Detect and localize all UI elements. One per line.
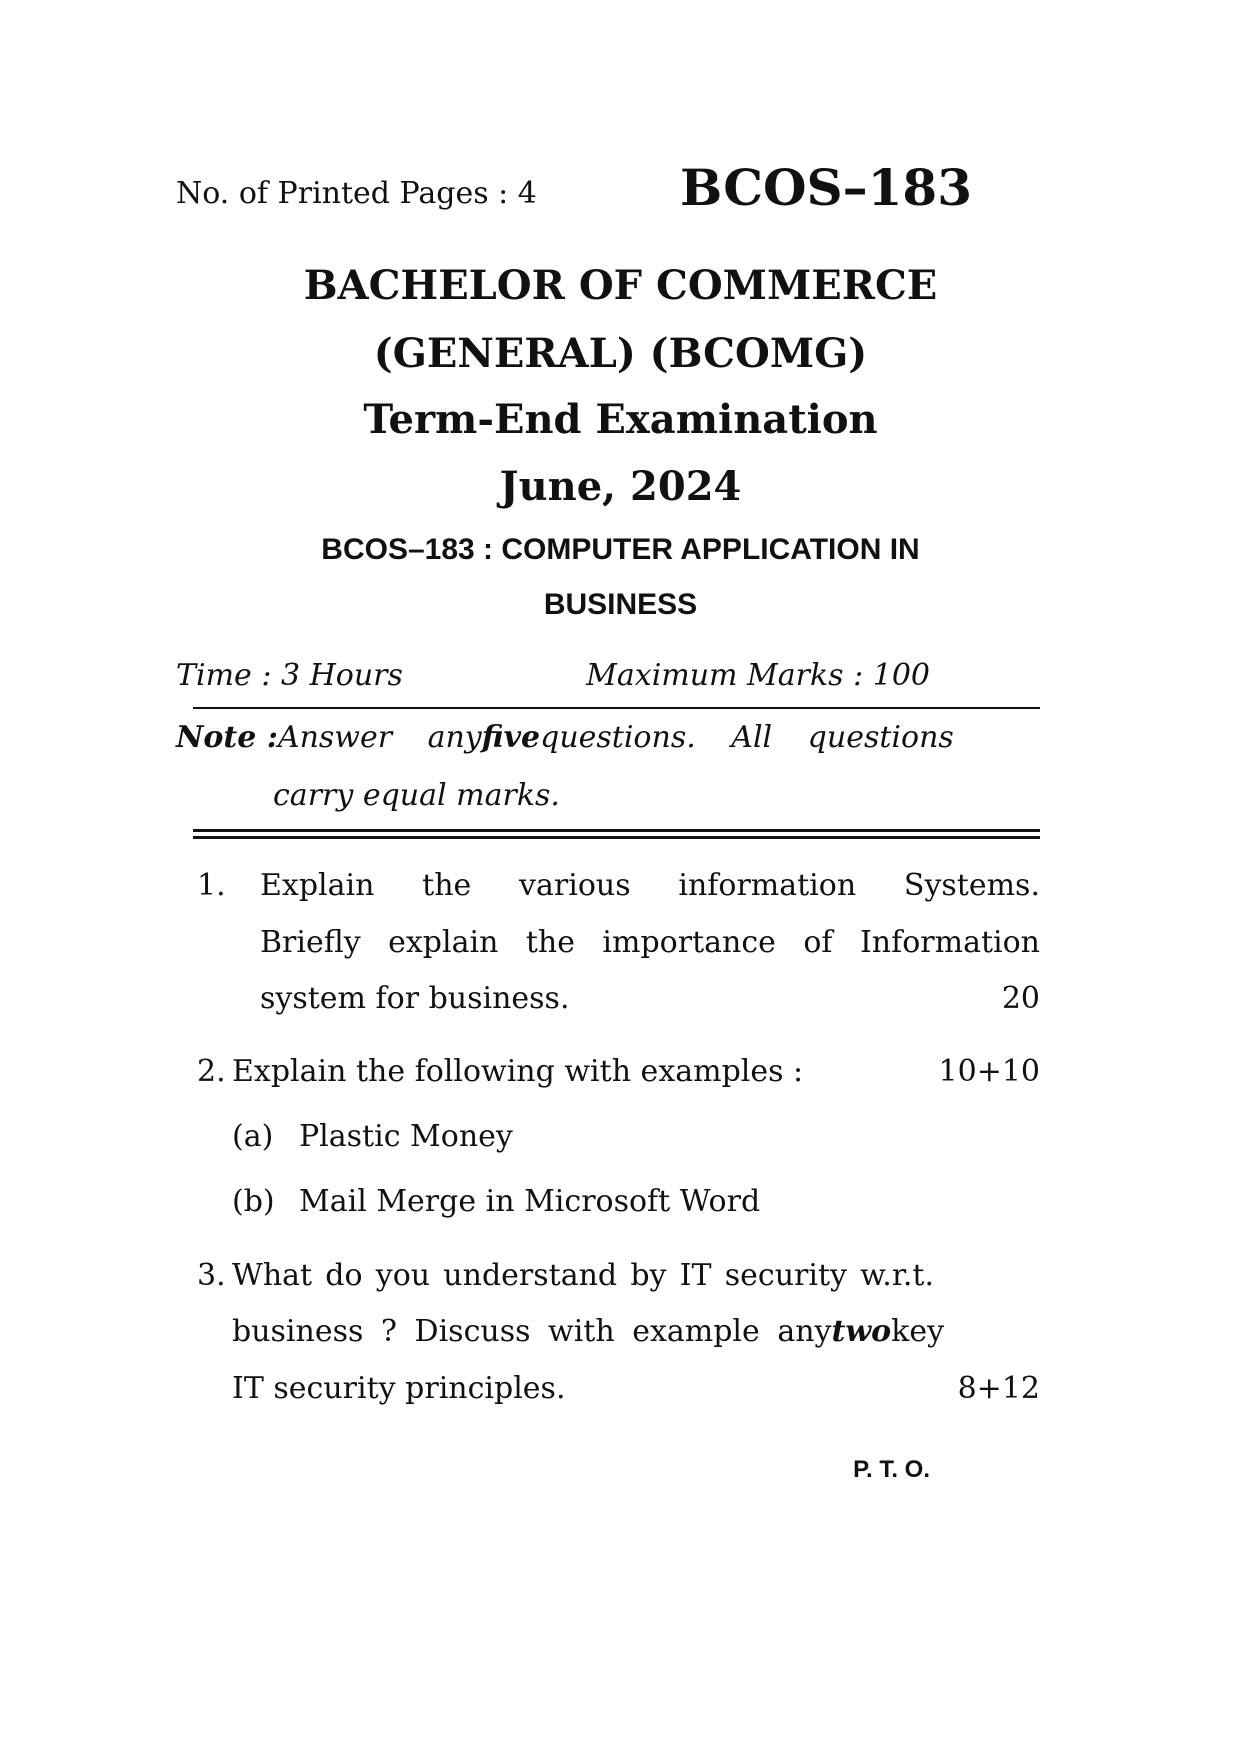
- time-allowed: Time : 3 Hours: [176, 658, 403, 693]
- question-number: 2.: [197, 1054, 226, 1089]
- please-turn-over: P. T. O.: [853, 1456, 930, 1483]
- course-code: BCOS–183: [680, 158, 973, 217]
- question-emphasis: two: [831, 1314, 892, 1349]
- question-text-segment: key: [891, 1314, 945, 1349]
- note-emphasis: five: [481, 720, 541, 755]
- divider-top: [193, 707, 1040, 709]
- exam-title: Term-End Examination: [363, 396, 878, 443]
- question-text-line: Explain the following with examples :: [232, 1054, 804, 1089]
- part-label: (b): [232, 1184, 275, 1219]
- note-label: Note :: [176, 720, 278, 755]
- note-text-after: questions. All questions: [540, 720, 954, 755]
- course-title-line2: BUSINESS: [543, 588, 698, 621]
- question-text-line: What do you understand by IT security w.r.t.: [232, 1258, 934, 1293]
- printed-pages-count: No. of Printed Pages : 4: [176, 176, 537, 211]
- note-line2: carry equal marks.: [273, 778, 560, 813]
- maximum-marks: Maximum Marks : 100: [586, 658, 930, 693]
- divider-double-upper: [193, 829, 1040, 832]
- question-text-segment: business ? Discuss with example any: [232, 1314, 832, 1349]
- note-text-before: Answer any: [277, 720, 482, 755]
- question-text-line-2: [232, 1314, 945, 1349]
- question-number: 1.: [197, 868, 226, 903]
- programme-title-line2: (GENERAL) (BCOMG): [373, 330, 868, 377]
- question-number: 3.: [197, 1258, 226, 1293]
- question-text-line: IT security principles.: [232, 1371, 566, 1406]
- question-marks: 8+12: [957, 1371, 1040, 1406]
- question-text-line: Explain the various information Systems.: [260, 868, 1040, 903]
- question-marks: 10+10: [938, 1054, 1040, 1089]
- course-title-line1: BCOS–183 : COMPUTER APPLICATION IN: [321, 533, 920, 566]
- question-text-line: system for business.: [260, 981, 570, 1016]
- part-text: Plastic Money: [299, 1119, 513, 1154]
- programme-title-line1: BACHELOR OF COMMERCE: [303, 262, 938, 309]
- question-marks: 20: [1001, 981, 1040, 1016]
- exam-session: June, 2024: [499, 463, 742, 510]
- part-text: Mail Merge in Microsoft Word: [299, 1184, 761, 1219]
- divider-double-lower: [193, 836, 1040, 839]
- question-text-line: Briefly explain the importance of Information: [260, 925, 1040, 960]
- part-label: (a): [232, 1119, 274, 1154]
- note-line1: [176, 720, 954, 755]
